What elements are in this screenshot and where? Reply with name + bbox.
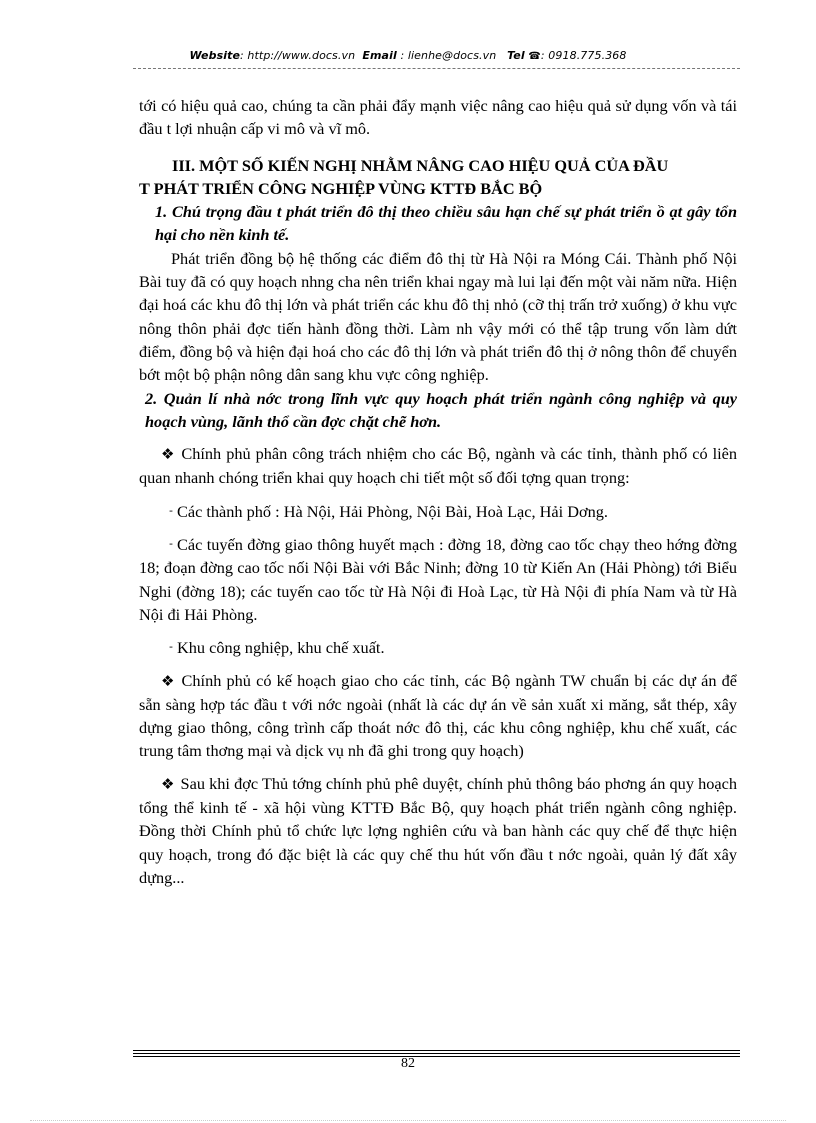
email-label: Email: [362, 49, 397, 62]
header-divider: [133, 68, 740, 69]
telephone-icon: ☎: [528, 51, 541, 62]
dash-bullet-icon: -: [169, 537, 173, 551]
dash-item-3: [139, 635, 737, 659]
email-value: : lienhe@docs.vn: [400, 49, 497, 62]
page-header: [0, 49, 816, 62]
bullet-item-2: [139, 669, 737, 763]
subheading-1: 1. Chú trọng đầu t phát triển đô thị theo chiều sâu hạn chế sự phát triển ồ ạt gây tổn hại cho nền kinh tế.: [155, 202, 737, 245]
page-bottom-border: [30, 1120, 786, 1121]
section-heading: [139, 154, 737, 201]
bullet-item-1: [139, 442, 737, 490]
diamond-bullet-icon: ❖: [161, 774, 175, 793]
diamond-bullet-icon: ❖: [161, 671, 176, 690]
dash-item-2-text: Các tuyến đờng giao thông huyết mạch : đờng 18, đờng cao tốc chạy theo hớng đờng 18; đoạn đờng cao tốc nối Nội Bài với Bắc Ninh; đờng 10 từ Kiến An (Hải Phòng) tới Biểu Nghi (đờng 18); các tuyến cao tốc từ Hà Nội đi Hoà Lạc, từ Hà Nội đi phía Nam và từ Hà Nội đi Hải Phòng.: [139, 535, 737, 624]
footer-divider: [133, 1053, 740, 1054]
tel-value: : 0918.775.368: [540, 49, 627, 62]
diamond-bullet-icon: ❖: [161, 445, 176, 464]
page-number: 82: [401, 1056, 415, 1071]
document-body: [139, 94, 737, 889]
tel-label: Tel: [507, 49, 525, 62]
website-label: Website: [189, 49, 241, 62]
dash-item-1-text: Các thành phố : Hà Nội, Hải Phòng, Nội Bài, Hoà Lạc, Hải Dơng.: [176, 501, 608, 521]
dash-item-2: [139, 532, 737, 626]
section-heading-line-1: III. MỘT SỐ KIẾN NGHỊ NHẰM NÂNG CAO HIỆU QUẢ CỦA ĐẦU: [172, 155, 669, 175]
website-value: : http://www.docs.vn: [240, 49, 356, 62]
bullet-item-3-text: Sau khi đợc Thủ tớng chính phủ phê duyệt, chính phủ thông báo phơng án quy hoạch tổng thể kinh tế - xã hội vùng KTTĐ Bắc Bộ, quy hoạch phát triển ngành công nghiệp. Đồng thời Chính phủ tổ chức lực lợng nghiên cứu và ban hành các quy chế để thực hiện quy hoạch, trong đó đặc biệt là các quy chế thu hút vốn đầu t nớc ngoài, quản lý đất xây dựng...: [139, 773, 737, 887]
dash-item-1: [139, 499, 737, 523]
bullet-item-2-text: Chính phủ có kế hoạch giao cho các tỉnh, các Bộ ngành TW chuẩn bị các dự án để sẵn sàng hợp tác đầu t với nớc ngoài (nhất là các dự án về sản xuất xi măng, sắt thép, xây dựng giao thông, công trình cấp thoát nớc đô thị, các khu công nghiệp, khu chế xuất, các trung tâm thơng mại và dịck vụ nh đã ghi trong quy hoạch): [139, 670, 738, 761]
dash-bullet-icon: -: [169, 503, 173, 517]
dash-item-3-text: Khu công nghiệp, khu chế xuất.: [176, 638, 385, 658]
subheading-2: 2. Quản lí nhà nớc trong lĩnh vực quy hoạch phát triển ngành công nghiệp và quy hoạch vùng, lãnh thổ cần đợc chặt chẽ hơn.: [145, 388, 737, 431]
bullet-item-1-text: Chính phủ phân công trách nhiệm cho các Bộ, ngành và các tỉnh, thành phố có liên quan nhanh chóng triển khai quy hoạch chi tiết một số đối tợng quan trọng:: [139, 444, 738, 488]
paragraph-1: Phát triển đồng bộ hệ thống các điểm đô thị từ Hà Nội ra Móng Cái. Thành phố Nội Bài tuy đã có quy hoạch nhng cha nên triển khai ngay mà lui lại đến một vài năm nữa. Hiện đại hoá các khu đô thị lớn và phát triển các khu đô thị nhỏ (cỡ thị trấn trở xuống) ở khu vực nông thôn phải đợc tiến hành đồng thời. Làm nh vậy mới có thể tập trung vốn làm dứt điểm, đồng bộ và hiện đại hoá cho các đô thị lớn và phát triển đô thị ở nông thôn để chuyển bớt một bộ phận nông dân sang khu vực công nghiệp.: [139, 248, 737, 385]
footer-divider: [133, 1050, 740, 1051]
dash-bullet-icon: -: [169, 640, 173, 654]
section-heading-line-2: T PHÁT TRIỂN CÔNG NGHIỆP VÙNG KTTĐ BẮC BỘ: [139, 178, 543, 198]
intro-paragraph: tới có hiệu quả cao, chúng ta cần phải đẩy mạnh việc nâng cao hiệu quả sử dụng vốn và tái đầu t lợi nhuận cấp vi mô và vĩ mô.: [139, 96, 737, 139]
bullet-item-3: [139, 772, 737, 889]
